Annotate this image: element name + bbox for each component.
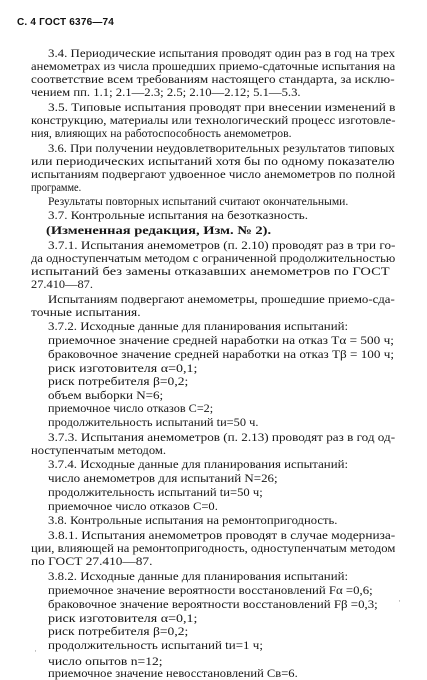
text-line: Результаты повторных испытаний считают окончательными. [48,195,349,208]
scan-mark: · [34,646,37,656]
text-line: 3.8.1. Испытания анемометров проводят в случае модерниза- [48,529,396,542]
text-line: 3.7.1. Испытания анемометров (п. 2.10) проводят раз в три го- [48,239,396,252]
text-line: приемочное число отказов C=2; [48,402,214,415]
text-line: 3.7.3. Испытания анемометров (п. 2.13) проводят раз в год од- [48,431,396,444]
text-line: 3.7.4. Исходные данные для планирования испытаний: [48,458,349,471]
text-line: 27.410—87. [31,278,93,291]
text-line: браковочное значение средней наработки на отказ Tβ = 100 ч; [48,348,395,361]
text-line: объем выборки N=6; [48,389,164,402]
text-line: продолжительность испытаний tи=50 ч. [48,416,259,429]
text-line: 3.6. При получении неудовлетворительных результатов типовых [48,142,395,155]
text-line: ния, влияющих на работоспособность анемометров. [31,127,292,140]
text-line: ноступенчатым методом. [31,444,167,457]
text-line: приемочное число отказов C=0. [48,500,218,513]
text-line: 3.7.2. Исходные данные для планирования испытаний: [48,320,349,333]
text-line: риск потребителя β=0,2; [48,625,189,638]
text-line: приемочное значение вероятности восстановлений Fα =0,6; [48,584,373,597]
text-line: программе. [31,181,82,194]
text-line: 3.4. Периодические испытания проводят один раз в год на трех [48,47,396,60]
text-line: испытаниям подвергают удвоенное число анемометров по полной [31,168,396,181]
text-line: приемочное значение невосстановлений Cв=6. [48,667,298,680]
text-line: по ГОСТ 27.410—87. [31,555,153,568]
text-line: 3.5. Типовые испытания проводят при внесении изменений в [48,101,396,114]
text-line: ции, влияющей на ремонтопригодность, одноступенчатым методом [31,542,396,555]
text-line: приемочное значение средней наработки на отказ Tα = 500 ч; [48,334,394,347]
text-line: 3.8. Контрольные испытания на ремонтопригодность. [48,514,338,527]
text-line: браковочное значение вероятности восстановлений Fβ =0,3; [48,598,378,611]
text-line: соответствие всем требованиям настоящего стандарта, за исклю- [31,73,395,86]
text-line: конструкцию, материалы или технологический процесс изготовле- [31,114,396,127]
text-line: риск изготовителя α=0,1; [48,612,198,625]
text-line: анемометрах из числа прошедших приемо-сдаточные испытания на [31,60,396,73]
text-line: риск потребителя β=0,2; [48,375,189,388]
amendment-note: (Измененная редакция, Изм. № 2). [46,224,272,237]
text-line: 3.7. Контрольные испытания на безотказность. [48,209,308,222]
text-line: чением пп. 1.1; 2.1—2.3; 2.5; 2.10—2.12; 5.1—5.3. [31,86,301,99]
text-line: число опытов n=12; [48,655,163,668]
text-line: риск изготовителя α=0,1; [48,362,198,375]
page-header: С. 4 ГОСТ 6376—74 [17,17,115,28]
text-line: Испытаниям подвергают анемометры, прошедшие приемо-сда- [48,293,395,306]
text-line: продолжительность испытаний tи=50 ч; [48,486,263,499]
text-line: точные испытания. [31,306,141,319]
text-line: да одноступенчатым методом с ограниченной продолжительностью [31,252,396,265]
text-line: или периодических испытаний хотя бы по одному показателю [31,155,395,168]
scan-mark: · [398,596,401,606]
text-line: 3.8.2. Исходные данные для планирования испытаний: [48,570,349,583]
text-line: испытаний без замены отказавших анемометров по ГОСТ [31,265,390,278]
text-line: число анемометров для испытаний N=26; [48,472,278,485]
text-line: продолжительность испытаний tи=1 ч; [48,639,263,652]
